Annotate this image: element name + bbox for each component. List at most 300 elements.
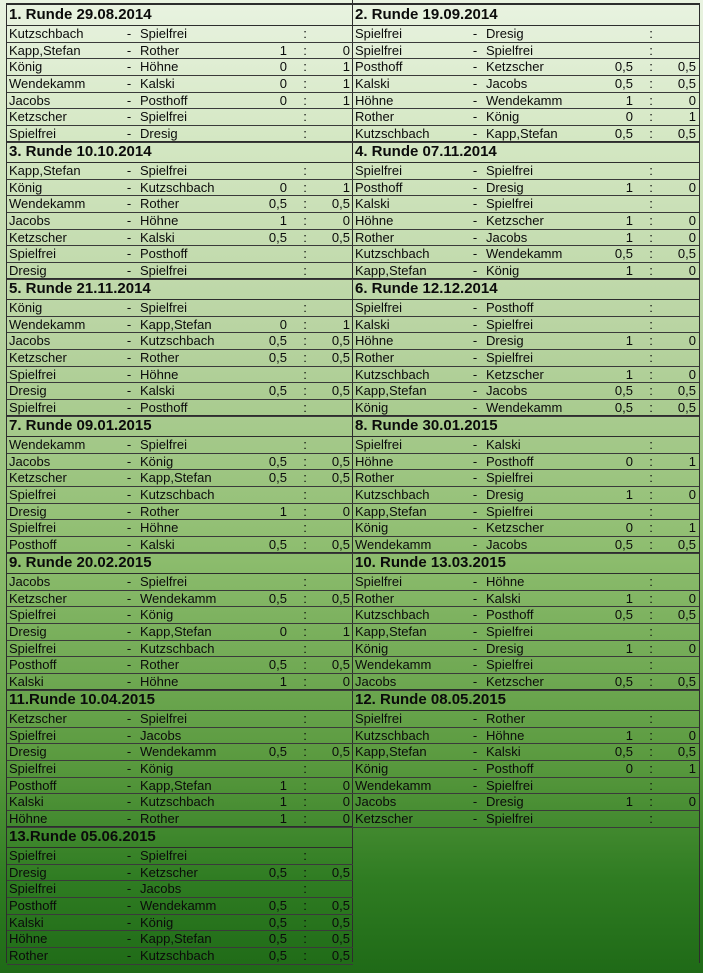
player-one: Kapp,Stefan	[355, 744, 427, 760]
score-colon: :	[649, 624, 653, 640]
player-one: Spielfrei	[9, 640, 56, 656]
player-two: Kapp,Stefan	[486, 126, 558, 142]
player-one: Kutzschbach	[355, 607, 430, 623]
versus-dash: -	[126, 26, 132, 41]
player-one: Ketzscher	[355, 811, 413, 827]
round-block	[353, 141, 699, 280]
score-colon: :	[649, 437, 653, 452]
versus-dash: -	[472, 520, 478, 536]
score-two: 0,5	[331, 196, 350, 212]
round-title: 2. Runde 19.09.2014	[353, 4, 699, 26]
score-one: 1	[625, 179, 633, 195]
player-two: Spielfrei	[486, 316, 533, 332]
score-colon: :	[649, 366, 653, 382]
score-one: 1	[279, 42, 287, 58]
versus-dash: -	[472, 350, 478, 366]
versus-dash: -	[472, 26, 478, 41]
player-one: Wendekamm	[9, 316, 86, 332]
score-one: 1	[625, 213, 633, 229]
score-two: 0,5	[677, 59, 696, 75]
game-row	[7, 657, 353, 674]
versus-dash: -	[472, 400, 478, 416]
game-row	[353, 383, 699, 400]
player-two: Spielfrei	[140, 263, 187, 279]
player-two: Dresig	[486, 26, 524, 41]
player-one: Jacobs	[355, 794, 397, 810]
player-one: Kutzschbach	[355, 727, 430, 743]
score-colon: :	[303, 453, 307, 469]
player-two: Kutzschbach	[140, 948, 215, 964]
player-two: Rother	[140, 350, 180, 366]
score-one: 0,5	[614, 126, 633, 142]
player-two: Kapp,Stefan	[140, 931, 212, 947]
player-two: König	[140, 761, 174, 777]
score-two: 0,5	[677, 607, 696, 623]
versus-dash: -	[126, 590, 132, 606]
score-one: 0,5	[268, 657, 287, 673]
player-one: Rother	[9, 948, 49, 964]
player-two: Wendekamm	[486, 246, 563, 262]
score-two: 0,5	[331, 453, 350, 469]
game-row	[353, 504, 699, 521]
player-two: Kutzschbach	[140, 487, 215, 503]
score-two: 0,5	[331, 744, 350, 760]
score-colon: :	[303, 470, 307, 486]
score-colon: :	[649, 400, 653, 416]
score-one: 1	[625, 366, 633, 382]
versus-dash: -	[126, 914, 132, 930]
player-two: Ketzscher	[486, 674, 544, 690]
player-two: König	[140, 607, 174, 623]
player-one: Höhne	[355, 453, 394, 469]
game-row	[353, 246, 699, 263]
player-one: König	[355, 640, 389, 656]
score-two: 0	[342, 811, 350, 827]
player-one: Spielfrei	[355, 711, 402, 726]
player-one: Spielfrei	[9, 761, 56, 777]
versus-dash: -	[126, 333, 132, 349]
score-one: 0,5	[268, 453, 287, 469]
player-two: Dresig	[140, 126, 178, 142]
round-title: 6. Runde 12.12.2014	[353, 278, 699, 300]
score-one: 0,5	[268, 196, 287, 212]
score-colon: :	[649, 196, 653, 212]
score-one: 0,5	[268, 470, 287, 486]
score-colon: :	[303, 333, 307, 349]
player-one: Spielfrei	[355, 163, 402, 178]
player-two: Posthoff	[486, 607, 534, 623]
player-two: Jacobs	[140, 881, 182, 897]
round-block	[353, 689, 699, 828]
score-colon: :	[649, 350, 653, 366]
player-two: Kalski	[486, 590, 521, 606]
player-two: Posthoff	[140, 400, 188, 416]
score-colon: :	[649, 590, 653, 606]
player-one: Kutzschbach	[355, 366, 430, 382]
round-title: 5. Runde 21.11.2014	[7, 278, 353, 300]
player-two: Kalski	[140, 383, 175, 399]
score-colon: :	[303, 213, 307, 229]
score-colon: :	[303, 848, 307, 863]
score-colon: :	[303, 931, 307, 947]
score-colon: :	[649, 674, 653, 690]
score-one: 1	[625, 590, 633, 606]
versus-dash: -	[126, 229, 132, 245]
versus-dash: -	[126, 383, 132, 399]
game-row	[353, 43, 699, 60]
score-colon: :	[303, 864, 307, 880]
score-two: 0	[342, 794, 350, 810]
game-row	[353, 728, 699, 745]
score-colon: :	[303, 574, 307, 589]
player-one: Rother	[355, 229, 395, 245]
score-one: 0	[625, 453, 633, 469]
game-row	[7, 865, 353, 882]
player-two: Jacobs	[486, 537, 528, 553]
score-colon: :	[303, 400, 307, 416]
player-two: Kapp,Stefan	[140, 470, 212, 486]
score-two: 0,5	[677, 744, 696, 760]
player-two: Wendekamm	[140, 590, 217, 606]
score-two: 0	[688, 727, 696, 743]
round-title: 7. Runde 09.01.2015	[7, 415, 353, 437]
score-colon: :	[303, 126, 307, 142]
player-two: Spielfrei	[486, 777, 533, 793]
player-one: Kapp,Stefan	[355, 624, 427, 640]
score-one: 0	[625, 109, 633, 125]
versus-dash: -	[126, 744, 132, 760]
player-one: König	[355, 520, 389, 536]
score-colon: :	[303, 487, 307, 503]
score-colon: :	[303, 607, 307, 623]
player-one: Kapp,Stefan	[9, 163, 81, 178]
versus-dash: -	[126, 437, 132, 452]
score-colon: :	[303, 881, 307, 897]
versus-dash: -	[126, 213, 132, 229]
round-block	[353, 552, 699, 691]
game-row	[7, 213, 353, 230]
score-two: 0	[688, 92, 696, 108]
game-row	[7, 333, 353, 350]
score-two: 0	[688, 213, 696, 229]
game-row	[7, 59, 353, 76]
round-block	[353, 278, 699, 417]
versus-dash: -	[472, 383, 478, 399]
player-one: Ketzscher	[9, 229, 67, 245]
score-two: 0	[688, 179, 696, 195]
score-one: 1	[279, 674, 287, 690]
game-row	[353, 657, 699, 674]
score-one: 0,5	[268, 383, 287, 399]
player-one: Kalski	[355, 196, 390, 212]
player-two: Dresig	[486, 333, 524, 349]
versus-dash: -	[126, 76, 132, 92]
game-row	[353, 350, 699, 367]
score-colon: :	[303, 674, 307, 690]
score-colon: :	[303, 163, 307, 178]
score-colon: :	[303, 383, 307, 399]
game-row	[353, 454, 699, 471]
player-one: Rother	[355, 350, 395, 366]
game-row	[7, 744, 353, 761]
score-two: 0,5	[677, 537, 696, 553]
score-two: 0,5	[677, 246, 696, 262]
game-row	[353, 333, 699, 350]
versus-dash: -	[126, 520, 132, 536]
player-two: Kutzschbach	[140, 179, 215, 195]
player-one: Höhne	[9, 931, 48, 947]
player-one: Jacobs	[9, 92, 51, 108]
game-row	[353, 109, 699, 126]
score-colon: :	[649, 453, 653, 469]
score-colon: :	[649, 126, 653, 142]
player-one: Jacobs	[9, 453, 51, 469]
versus-dash: -	[126, 811, 132, 827]
score-colon: :	[649, 640, 653, 656]
player-two: Spielfrei	[140, 163, 187, 178]
versus-dash: -	[126, 42, 132, 58]
versus-dash: -	[472, 711, 478, 726]
score-colon: :	[649, 537, 653, 553]
round-block	[7, 552, 353, 691]
game-row	[7, 367, 353, 384]
game-row	[7, 76, 353, 93]
versus-dash: -	[472, 487, 478, 503]
player-one: Spielfrei	[9, 246, 56, 262]
player-one: König	[355, 761, 389, 777]
game-row	[7, 624, 353, 641]
score-two: 0,5	[331, 383, 350, 399]
score-one: 0,5	[614, 400, 633, 416]
player-two: Spielfrei	[486, 503, 533, 519]
game-row	[7, 794, 353, 811]
score-colon: :	[649, 42, 653, 58]
versus-dash: -	[126, 59, 132, 75]
player-one: Kapp,Stefan	[355, 503, 427, 519]
player-one: Spielfrei	[9, 126, 56, 142]
player-one: Dresig	[9, 263, 47, 279]
versus-dash: -	[126, 470, 132, 486]
player-one: Jacobs	[9, 213, 51, 229]
player-one: Wendekamm	[355, 657, 432, 673]
score-colon: :	[303, 761, 307, 777]
versus-dash: -	[126, 196, 132, 212]
score-one: 0,5	[268, 590, 287, 606]
versus-dash: -	[126, 794, 132, 810]
player-two: König	[486, 109, 520, 125]
versus-dash: -	[472, 590, 478, 606]
score-one: 1	[279, 794, 287, 810]
versus-dash: -	[472, 607, 478, 623]
score-two: 0,5	[677, 400, 696, 416]
game-row	[7, 300, 353, 317]
score-colon: :	[303, 42, 307, 58]
game-row	[7, 109, 353, 126]
game-row	[7, 180, 353, 197]
player-one: Spielfrei	[9, 881, 56, 897]
versus-dash: -	[126, 881, 132, 897]
game-row	[7, 711, 353, 728]
versus-dash: -	[126, 503, 132, 519]
game-row	[7, 898, 353, 915]
score-one: 0,5	[268, 350, 287, 366]
versus-dash: -	[472, 640, 478, 656]
score-one: 0	[625, 520, 633, 536]
player-two: Posthoff	[486, 761, 534, 777]
player-one: Posthoff	[355, 59, 403, 75]
player-two: Höhne	[140, 520, 179, 536]
player-one: König	[355, 400, 389, 416]
player-two: Kutzschbach	[140, 333, 215, 349]
player-one: Spielfrei	[9, 607, 56, 623]
versus-dash: -	[472, 76, 478, 92]
player-two: Spielfrei	[486, 470, 533, 486]
game-row	[353, 196, 699, 213]
player-two: Rother	[140, 42, 180, 58]
player-one: Spielfrei	[9, 848, 56, 863]
score-two: 0	[688, 229, 696, 245]
versus-dash: -	[472, 674, 478, 690]
score-colon: :	[649, 657, 653, 673]
score-colon: :	[649, 607, 653, 623]
round-block	[7, 278, 353, 417]
versus-dash: -	[472, 92, 478, 108]
score-two: 0,5	[331, 590, 350, 606]
player-one: Wendekamm	[9, 76, 86, 92]
player-two: Spielfrei	[486, 350, 533, 366]
score-colon: :	[303, 109, 307, 125]
versus-dash: -	[126, 109, 132, 125]
round-title: 13.Runde 05.06.2015	[7, 826, 353, 848]
player-two: Ketzscher	[140, 864, 198, 880]
round-title: 8. Runde 30.01.2015	[353, 415, 699, 437]
player-two: Spielfrei	[486, 624, 533, 640]
player-one: König	[9, 300, 43, 315]
game-row	[353, 367, 699, 384]
player-two: Kutzschbach	[140, 640, 215, 656]
score-two: 0,5	[331, 537, 350, 553]
player-two: Wendekamm	[486, 92, 563, 108]
player-two: Kalski	[140, 537, 175, 553]
player-one: Kalski	[9, 674, 44, 690]
versus-dash: -	[472, 109, 478, 125]
versus-dash: -	[126, 163, 132, 178]
player-two: Höhne	[486, 727, 525, 743]
player-one: Kapp,Stefan	[9, 42, 81, 58]
round-title: 1. Runde 29.08.2014	[7, 4, 353, 26]
player-one: Höhne	[355, 213, 394, 229]
score-two: 0,5	[331, 470, 350, 486]
player-two: Kalski	[486, 437, 521, 452]
score-one: 1	[625, 263, 633, 279]
game-row	[353, 624, 699, 641]
versus-dash: -	[126, 727, 132, 743]
player-two: Kalski	[140, 229, 175, 245]
game-row	[353, 574, 699, 591]
score-one: 0,5	[614, 383, 633, 399]
player-one: Kalski	[9, 794, 44, 810]
score-colon: :	[303, 520, 307, 536]
versus-dash: -	[472, 196, 478, 212]
score-colon: :	[649, 727, 653, 743]
score-colon: :	[649, 26, 653, 41]
game-row	[353, 470, 699, 487]
score-colon: :	[649, 470, 653, 486]
game-row	[353, 300, 699, 317]
player-one: Ketzscher	[9, 470, 67, 486]
game-row	[353, 93, 699, 110]
score-colon: :	[303, 914, 307, 930]
score-two: 0	[688, 487, 696, 503]
game-row	[7, 317, 353, 334]
score-colon: :	[649, 761, 653, 777]
player-one: Rother	[355, 590, 395, 606]
versus-dash: -	[126, 898, 132, 914]
versus-dash: -	[472, 624, 478, 640]
player-one: Spielfrei	[9, 400, 56, 416]
player-one: Jacobs	[355, 674, 397, 690]
versus-dash: -	[472, 333, 478, 349]
versus-dash: -	[126, 948, 132, 964]
game-row	[7, 163, 353, 180]
player-one: Ketzscher	[9, 350, 67, 366]
score-one: 0,5	[614, 76, 633, 92]
score-colon: :	[303, 624, 307, 640]
score-colon: :	[649, 520, 653, 536]
player-two: Höhne	[140, 59, 179, 75]
game-row	[353, 778, 699, 795]
game-row	[7, 350, 353, 367]
score-colon: :	[303, 196, 307, 212]
round-title: 3. Runde 10.10.2014	[7, 141, 353, 163]
versus-dash: -	[126, 126, 132, 142]
versus-dash: -	[126, 607, 132, 623]
score-two: 0	[688, 640, 696, 656]
score-colon: :	[303, 948, 307, 964]
round-title: 11.Runde 10.04.2015	[7, 689, 353, 711]
score-one: 0	[279, 92, 287, 108]
score-colon: :	[303, 366, 307, 382]
versus-dash: -	[126, 487, 132, 503]
score-one: 0,5	[268, 537, 287, 553]
versus-dash: -	[126, 761, 132, 777]
versus-dash: -	[126, 453, 132, 469]
score-one: 0	[279, 76, 287, 92]
player-two: Kapp,Stefan	[140, 316, 212, 332]
score-colon: :	[303, 657, 307, 673]
score-two: 0	[342, 777, 350, 793]
score-one: 0,5	[268, 914, 287, 930]
game-row	[7, 915, 353, 932]
score-colon: :	[649, 76, 653, 92]
versus-dash: -	[472, 126, 478, 142]
versus-dash: -	[126, 350, 132, 366]
player-two: Spielfrei	[140, 711, 187, 726]
score-two: 1	[342, 316, 350, 332]
score-colon: :	[649, 179, 653, 195]
game-row	[7, 520, 353, 537]
player-two: Dresig	[486, 487, 524, 503]
player-one: König	[9, 59, 43, 75]
score-two: 0	[342, 674, 350, 690]
game-row	[7, 487, 353, 504]
score-one: 1	[625, 487, 633, 503]
score-colon: :	[649, 213, 653, 229]
player-two: Spielfrei	[486, 163, 533, 178]
game-row	[7, 246, 353, 263]
score-one: 0,5	[268, 229, 287, 245]
score-one: 1	[279, 213, 287, 229]
